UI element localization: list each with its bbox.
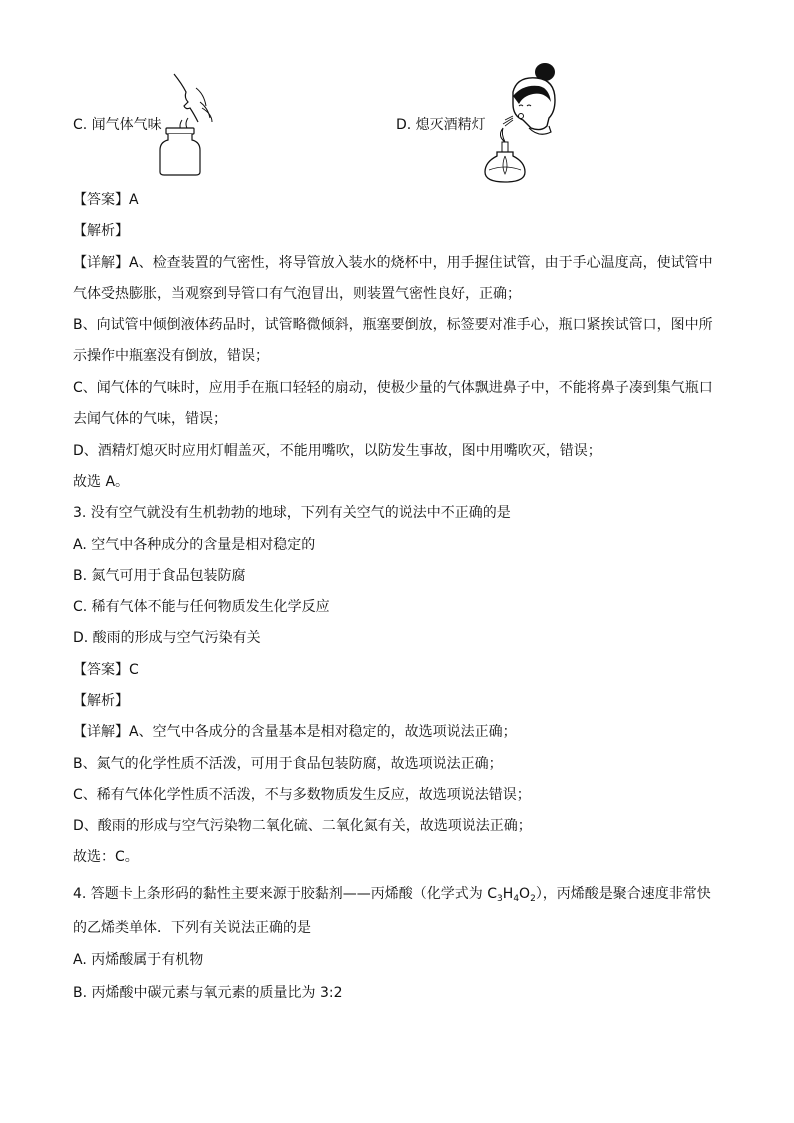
q3-detail-line: B、氮气的化学性质不活泼，可用于食品包装防腐，故选项说法正确； [73, 756, 503, 772]
q3-answer: 【答案】C [73, 662, 139, 678]
q3-detail-line: C、稀有气体化学性质不活泼，不与多数物质发生反应，故选项说法错误； [73, 787, 531, 803]
option-figures-row [73, 62, 633, 192]
q4-option-a: A. 丙烯酸属于有机物 [73, 952, 204, 968]
q2-detail-line: D、酒精灯熄灭时应用灯帽盖灭，不能用嘴吹，以防发生事故，图中用嘴吹灭，错误； [73, 443, 602, 459]
q2-detail-line: 示操作中瓶塞没有倒放，错误； [73, 348, 269, 364]
q3-analysis-heading: 【解析】 [73, 693, 129, 709]
q3-option-a: A. 空气中各种成分的含量是相对稳定的 [73, 537, 316, 553]
smell-gas-figure [156, 62, 296, 177]
q3-option-c: C. 稀有气体不能与任何物质发生化学反应 [73, 599, 330, 615]
q2-detail-line: 去闻气体的气味，错误； [73, 411, 227, 427]
option-d-label: D. 熄灭酒精灯 [396, 117, 486, 133]
q4-stem-line-1: 4. 答题卡上条形码的黏性主要来源于胶黏剂——丙烯酸（化学式为 $C_3H_4O_2$），丙烯酸是聚合速度非常快 [73, 886, 711, 904]
option-c-label: C. 闻气体气味 [73, 117, 162, 133]
q4-option-b: B. 丙烯酸中碳元素与氧元素的质量比为 3:2 [73, 985, 343, 1001]
q2-conclusion: 故选 A。 [73, 474, 130, 490]
q4-stem-line-2: 的乙烯类单体．下列有关说法正确的是 [73, 920, 311, 936]
q3-option-b: B. 氮气可用于食品包装防腐 [73, 568, 246, 584]
q2-answer: 【答案】A [73, 192, 139, 208]
q2-detail-line: 气体受热膨胀，当观察到导管口有气泡冒出，则装置气密性良好，正确； [73, 286, 521, 302]
q2-detail-line: B、向试管中倾倒液体药品时，试管略微倾斜，瓶塞要倒放，标签要对准手心，瓶口紧挨试管口，图中所 [73, 317, 713, 333]
q3-stem: 3. 没有空气就没有生机勃勃的地球，下列有关空气的说法中不正确的是 [73, 505, 511, 521]
q2-detail-line: 【详解】A、检查装置的气密性，将导管放入装水的烧杯中，用手握住试管，由于手心温度高，使试管中 [73, 255, 713, 271]
q3-option-d: D. 酸雨的形成与空气污染有关 [73, 630, 261, 646]
q2-detail-line: C、闻气体的气味时，应用手在瓶口轻轻的扇动，使极少量的气体飘进鼻子中，不能将鼻子凑到集气瓶口 [73, 380, 713, 396]
q3-conclusion: 故选：C。 [73, 849, 139, 865]
q3-detail-line: D、酸雨的形成与空气污染物二氧化硫、二氧化氮有关，故选项说法正确； [73, 818, 532, 834]
q3-detail-line: 【详解】A、空气中各成分的含量基本是相对稳定的，故选项说法正确； [73, 724, 517, 740]
blow-out-lamp-figure [483, 62, 573, 187]
q2-analysis-heading: 【解析】 [73, 223, 129, 239]
